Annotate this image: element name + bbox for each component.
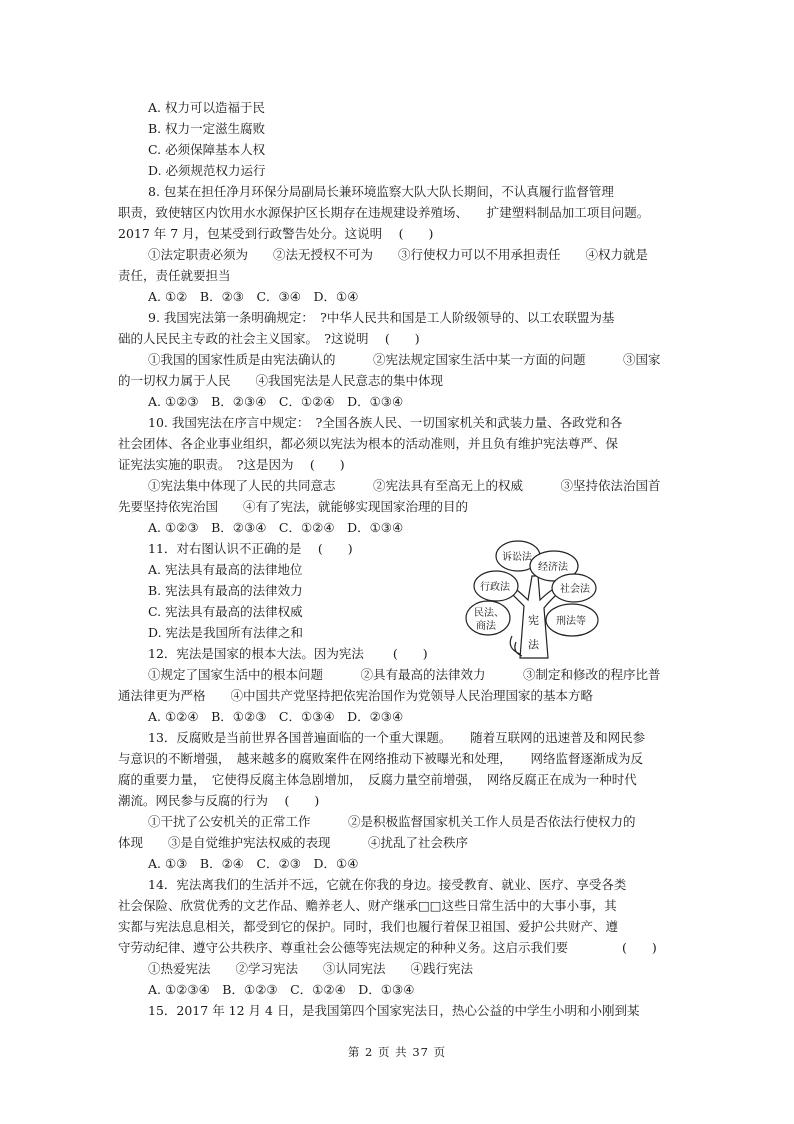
label-social-law: 社会法 xyxy=(560,584,590,595)
question-14-answers: A. ①②③④ B．①②③ C．①②④ D．①③④ xyxy=(148,982,415,997)
question-10-line: 先要坚持依宪治国 ④有了宪法，就能够实现国家治理的目的 xyxy=(118,499,469,514)
question-9-line: 础的人民民主专政的社会主义国家。 ?这说明 ( ) xyxy=(118,331,420,346)
question-8-line: 职责，致使辖区内饮用水水源保护区长期存在违规建设养殖场、 扩建塑料制品加工项目问题。 xyxy=(118,205,650,220)
question-9-line: ①我国的国家性质是由宪法确认的 ②宪法规定国家生活中某一方面的问题 ③国家 xyxy=(148,352,661,367)
question-8-line: ①法定职责必须为 ②法无授权不可为 ③行使权力可以不用承担责任 ④权力就是 xyxy=(148,247,649,262)
question-10-line: ①宪法集中体现了人民的共同意志 ②宪法具有至高无上的权威 ③坚持依法治国首 xyxy=(148,478,661,493)
option-line: D. 宪法是我国所有法律之和 xyxy=(148,625,304,640)
option-line: C. 宪法具有最高的法律权威 xyxy=(148,604,303,619)
question-9-line: 9. 我国宪法第一条明确规定： ?中华人民共和国是工人阶级领导的、以工农联盟为基 xyxy=(148,310,615,325)
question-12-line: 12．宪法是国家的根本大法。因为宪法 ( ) xyxy=(148,646,428,661)
question-8-line: 责任，责任就要担当 xyxy=(118,268,231,283)
option-line: A. 宪法具有最高的法律地位 xyxy=(148,562,303,577)
label-economic-law: 经济法 xyxy=(538,562,568,573)
label-constitution-1: 宪 xyxy=(528,614,539,627)
question-11-line: 11．对右图认识不正确的是 ( ) xyxy=(148,541,353,556)
question-9-answers: A. ①②③ B．②③④ C．①②④ D．①③④ xyxy=(148,394,404,409)
question-13-line: 13．反腐败是当前世界各国普遍面临的一个重大课题。 随着互联网的迅速普及和网民参 xyxy=(148,730,646,745)
question-14-line: ①热爱宪法 ②学习宪法 ③认同宪法 ④践行宪法 xyxy=(148,961,474,976)
question-13-line: ①干扰了公安机关的正常工作 ②是积极监督国家机关工作人员是否依法行使权力的 xyxy=(148,814,636,829)
question-10-line: 社会团体、各企业事业组织，都必须以宪法为根本的活动准则，并且负有维护宪法尊严、保 xyxy=(118,436,619,451)
label-criminal-law: 刑法等 xyxy=(556,616,586,627)
option-line: A. 权力可以造福于民 xyxy=(148,100,265,115)
question-15-line: 15．2017 年 12 月 4 日，是我国第四个国家宪法日，热心公益的中学生小明和小刚到某 xyxy=(148,1003,640,1018)
label-administrative-law: 行政法 xyxy=(480,582,510,593)
question-13-line: 腐的重要力量， 它使得反腐主体急剧增加， 反腐力量空前增强， 网络反腐正在成为一种时代 xyxy=(118,772,637,787)
question-13-line: 潮流。网民参与反腐的行为 ( ) xyxy=(118,793,320,808)
question-8-answers: A. ①② B．②③ C．③④ D．①④ xyxy=(148,289,359,304)
option-line: B. 权力一定滋生腐败 xyxy=(148,121,266,136)
option-line: D. 必须规范权力运行 xyxy=(148,163,266,178)
question-13-line: 与意识的不断增强， 越来越多的腐败案件在网络推动下被曝光和处理， 网络监督逐渐成为反 xyxy=(118,751,644,766)
question-10-line: 10. 我国宪法在序言中规定： ?全国各族人民、一切国家机关和武装力量、各政党和各 xyxy=(148,415,623,430)
label-constitution-2: 法 xyxy=(528,638,539,651)
question-12-line: ①规定了国家生活中的根本问题 ②具有最高的法律效力 ③制定和修改的程序比普 xyxy=(148,667,661,682)
question-14-line: 实都与宪法息息相关，都受到它的保护。同时，我们也履行着保卫祖国、爱护公共财产、遵 xyxy=(118,919,619,934)
question-10-answers: A. ①②③ B．②③④ C．①②④ D．①③④ xyxy=(148,520,404,535)
question-13-line: 体现 ③是自觉维护宪法权威的表现 ④扰乱了社会秩序 xyxy=(118,835,469,850)
question-13-answers: A. ①③ B．②④ C．②③ D．①④ xyxy=(148,856,359,871)
question-14-line: 社会保险、欣赏优秀的文艺作品、赡养老人、财产继承□□这些日常生活中的大事小事，其 xyxy=(118,898,617,913)
question-12-answers: A. ①②④ B．①②③ C．①③④ D．②③④ xyxy=(148,709,404,724)
label-procedure-law: 诉讼法 xyxy=(502,552,532,563)
question-9-line: 的一切权力属于人民 ④我国宪法是人民意志的集中体现 xyxy=(118,373,444,388)
option-line: C. 必须保障基本人权 xyxy=(148,142,266,157)
label-civil-law: 民法、 xyxy=(474,608,504,619)
law-tree-diagram xyxy=(462,536,602,660)
question-14-line: 守劳动纪律、遵守公共秩序、尊重社会公德等宪法规定的种种义务。这启示我们要 ( ) xyxy=(118,940,657,955)
question-14-line: 14．宪法离我们的生活并不远，它就在你我的身边。接受教育、就业、医疗、享受各类 xyxy=(148,877,627,892)
question-12-line: 通法律更为严格 ④中国共产党坚持把依宪治国作为党领导人民治理国家的基本方略 xyxy=(118,688,594,703)
question-10-line: 证宪法实施的职责。 ?这是因为 ( ) xyxy=(118,457,345,472)
page-footer: 第 2 页 共 37 页 xyxy=(347,1045,447,1059)
question-8-line: 2017 年 7 月，包某受到行政警告处分。这说明 ( ) xyxy=(118,226,434,241)
label-commercial-law: 商法 xyxy=(476,621,496,632)
option-line: B. 宪法具有最高的法律效力 xyxy=(148,583,303,598)
question-8-line: 8. 包某在担任净月环保分局副局长兼环境监察大队大队长期间，不认真履行监督管理 xyxy=(148,184,614,199)
